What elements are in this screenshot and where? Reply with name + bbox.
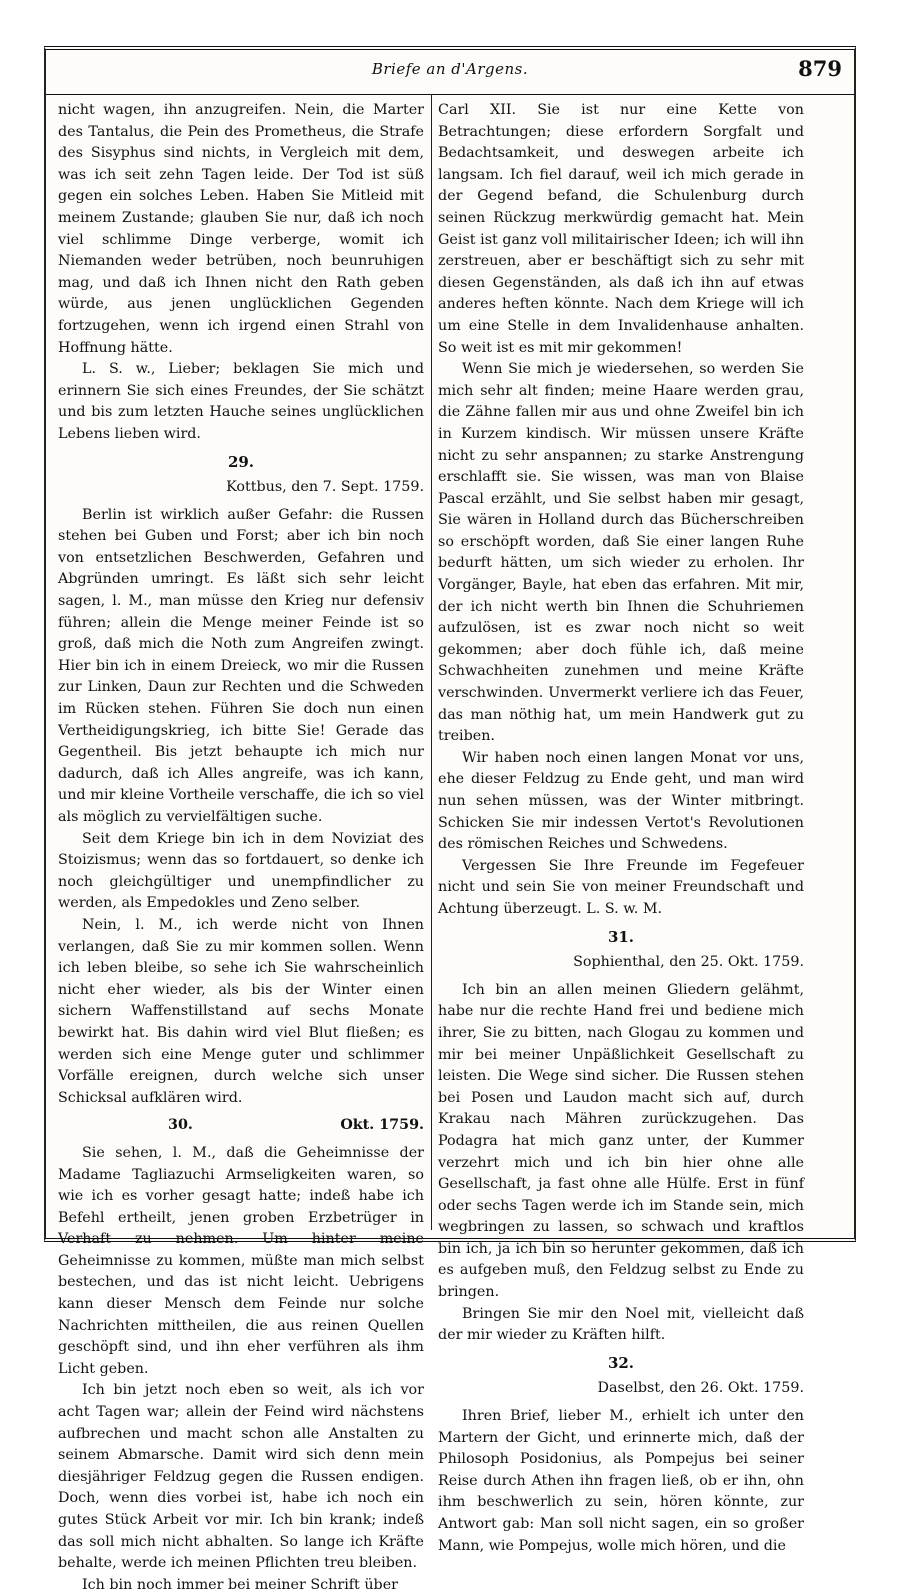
- letter-dateline: Kottbus, den 7. Sept. 1759.: [226, 479, 424, 496]
- letter-number: 30.: [168, 1117, 193, 1134]
- paragraph: Sie sehen, l. M., daß die Geheimnisse der Madame Tagliazuchi Armseligkeiten waren, so wie ich es vorher gesagt hatte; indeß habe ich Befehl ertheilt, jenen groben Erzbetrüger in Verhaft zu nehmen. Um hinter meine Geheimnisse zu kommen, müßte man mich selbst bestechen, und das ist nicht leicht. Uebrigens kann dieser Mensch dem Feinde nur solche Nachrichten mittheilen, die aus reinen Quellen geschöpft sind, und ihn eher verführen als ihm Licht geben.: [58, 1144, 424, 1377]
- paragraph: Vergessen Sie Ihre Freunde im Fegefeuer nicht und sein Sie von meiner Freundschaft und Achtung überzeugt. L. S. w. M.: [438, 857, 804, 917]
- paragraph: nicht wagen, ihn anzugreifen. Nein, die Marter des Tantalus, die Pein des Prometheus, die Strafe des Sisyphus sind nichts, in Vergleich mit dem, was ich seit zehn Tagen leide. Der Tod ist süß gegen ein solches Leben. Haben Sie Mitleid mit meinem Zustande; glauben Sie nur, daß ich noch viel schlimme Dinge verberge, womit ich Niemanden weder betrüben, noch beunruhigen mag, und daß ich Ihnen nicht den Rath geben würde, aus jenen unglücklichen Gegenden fortzugehen, wenn ich irgend einen Strahl von Hoffnung hätte.: [58, 102, 424, 356]
- paragraph: Wenn Sie mich je wiedersehen, so werden Sie mich sehr alt finden; meine Haare werden grau, die Zähne fallen mir aus und ohne Zweifel bin ich in Kurzem kindisch. Wir müssen unsere Kräfte nicht zu sehr anspannen; zu starke Anstrengung erschlafft sie. Sie wissen, was man von Blaise Pascal erzählt, und Sie selbst haben mir gesagt, Sie wären in Holland durch das Bücherschreiben so erschöpft worden, daß Sie einer langen Ruhe bedurft hätten, um sich wieder zu erholen. Ihr Vorgänger, Bayle, hat eben das erfahren. Mit mir, der ich nicht werth bin Ihnen die Schuhriemen aufzulösen, ist es zwar noch nicht so weit gekommen; aber doch fühle ich, daß meine Schwachheiten zunehmen und meine Kräfte verschwinden. Unvermerkt verliere ich das Feuer, das man nöthig hat, um mein Handwerk gut zu treiben.: [438, 361, 804, 745]
- paragraph: Berlin ist wirklich außer Gefahr: die Russen stehen bei Guben und Forst; aber ich bin noch von entsetzlichen Beschwerden, Gefahren und Abgründen umringt. Es läßt sich sehr leicht sagen, l. M., man müsse den Krieg nur defensiv führen; allein die Menge meiner Feinde ist so groß, daß mich die Noth zum Angreifen zwingt. Hier bin ich in einem Dreieck, wo mir die Russen zur Linken, Daun zur Rechten und die Schweden im Rücken stehen. Führen Sie doch nun einen Vertheidigungskrieg, ich bitte Sie! Gerade das Gegentheil. Bis jetzt behaupte ich mich nur dadurch, daß ich Alles angreife, was ich kann, und mir kleine Vortheile verschaffe, die ich so viel als möglich zu vervielfältigen suche.: [58, 506, 424, 825]
- page-header: [46, 50, 854, 95]
- paragraph: Ich bin an allen meinen Gliedern gelähmt, habe nur die rechte Hand frei und bediene mich ihrer, Sie zu bitten, nach Glogau zu kommen und mir bei meiner Unpäßlichkeit Gesellschaft zu leisten. Die Wege sind sicher. Die Russen stehen bei Posen und Laudon macht sich auf, durch Krakau nach Mähren zurückzugehen. Das Podagra hat mich ganz unter, der Kummer verzehrt mich und ich bin hier ohne alle Gesellschaft, ja fast ohne alle Hülfe. Erst in fünf oder sechs Tagen werde ich im Stande sein, mich wegbringen zu lassen, so schwach und kraftlos bin ich, ja ich bin so herunter gekommen, daß ich es aufgeben muß, den Feldzug selbst zu Ende zu bringen.: [438, 981, 804, 1301]
- right-column: [438, 100, 804, 1557]
- letter-number: 32.: [607, 1353, 635, 1372]
- paragraph: Nein, l. M., ich werde nicht von Ihnen verlangen, daß Sie zu mir kommen sollen. Wenn ich leben bleibe, so sehe ich Sie wahrscheinlich nicht eher wieder, als bis der Winter einen sichern Waffenstillstand auf sechs Monate bewirkt hat. Bis dahin wird viel Blut fließen; es werden sich eine Menge guter und schlimmer Vorfälle ereignen, durch welche sich unser Schicksal aufklären wird.: [58, 916, 424, 1106]
- left-column: [58, 100, 424, 1596]
- paragraph: Ihren Brief, lieber M., erhielt ich unter den Martern der Gicht, und erinnerte mich, daß der Philosoph Posidonius, als Pompejus bei seiner Reise durch Athen ihn fragen ließ, ob er ihn, ohn ihm beschwerlich zu sein, hören könnte, zur Antwort gab: Man soll nicht sagen, ein so großer Mann, wie Pompejus, wolle mich hören, und die: [438, 1408, 804, 1554]
- paragraph: Bringen Sie mir den Noel mit, vielleicht daß der mir wieder zu Kräften hilft.: [438, 1305, 804, 1344]
- page-number: 879: [798, 56, 842, 81]
- letter-dateline: Okt. 1759.: [340, 1117, 424, 1134]
- book-page: [44, 46, 856, 1593]
- paragraph: Ich bin noch immer bei meiner Schrift über: [82, 1576, 399, 1593]
- column-divider: [431, 94, 432, 1230]
- running-head: Briefe an d'Argens.: [371, 60, 529, 78]
- letter-number: 31.: [607, 927, 635, 946]
- letter-number: 29.: [227, 452, 255, 471]
- letter-dateline: Sophienthal, den 25. Okt. 1759.: [573, 954, 804, 971]
- paragraph: Ich bin jetzt noch eben so weit, als ich vor acht Tagen war; allein der Feind wird nächstens aufbrechen und macht schon alle Anstalten zu seinem Abmarsche. Damit wird sich denn mein diesjähriger Feldzug gegen die Russen endigen. Doch, wenn dies vorbei ist, habe ich noch ein gutes Stück Arbeit vor mir. Ich bin krank; indeß das soll mich nicht abhalten. So lange ich Kräfte behalte, werde ich meinen Pflichten treu bleiben.: [58, 1382, 424, 1572]
- paragraph: Carl XII. Sie ist nur eine Kette von Betrachtungen; diese erfordern Sorgfalt und Bedachtsamkeit, und deswegen arbeite ich langsam. Ich fiel darauf, weil ich mich gerade in der Gegend befand, die Schulenburg durch seinen Rückzug merkwürdig gemacht hat. Mein Geist ist ganz voll militairischer Ideen; ich will ihn zerstreuen, aber er beschäftigt sich zu sehr mit diesen Gegenständen, als daß ich ihn auf etwas anderes heften könnte. Nach dem Kriege will ich um eine Stelle in dem Invalidenhause anhalten. So weit ist es mit mir gekommen!: [438, 102, 804, 356]
- letter-dateline: Daselbst, den 26. Okt. 1759.: [597, 1380, 804, 1397]
- paragraph: L. S. w., Lieber; beklagen Sie mich und erinnern Sie sich eines Freundes, der Sie schätzt und bis zum letzten Hauche seines unglücklichen Lebens lieben wird.: [58, 361, 424, 442]
- paragraph: Wir haben noch einen langen Monat vor uns, ehe dieser Feldzug zu Ende geht, und man wird nun sehen müssen, was der Winter mitbringt. Schicken Sie mir indessen Vertot's Revolutionen des römischen Reiches und Schwedens.: [438, 749, 804, 853]
- letter-heading: [58, 1115, 424, 1137]
- paragraph: Seit dem Kriege bin ich in dem Noviziat des Stoizismus; wenn das so fortdauert, so denke ich noch gleichgültiger und unempfindlicher zu werden, als Empedokles und Zeno selber.: [58, 830, 424, 912]
